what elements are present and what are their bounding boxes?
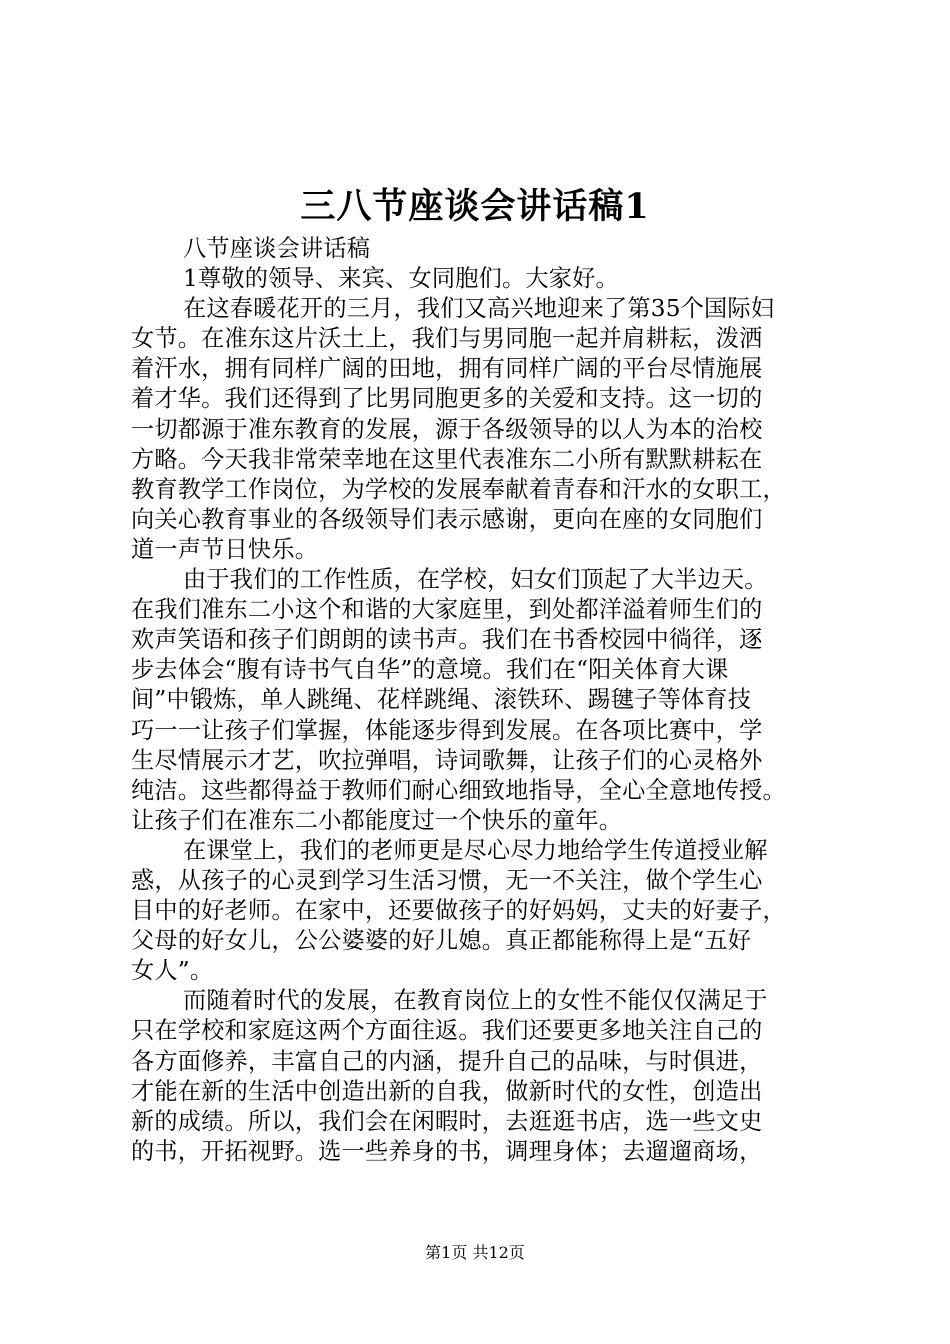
paragraph-line: 巧一一让孩子们掌握，体能逐步得到发展。在各项比赛中，学: [131, 716, 763, 744]
paragraph-line: 纯洁。这些都得益于教师们耐心细致地指导，全心全意地传授。: [131, 776, 786, 804]
paragraph-line: 生尽情展示才艺，吹拉弹唱，诗词歌舞，让孩子们的心灵格外: [131, 746, 763, 774]
paragraph: [131, 234, 849, 264]
paragraph: [131, 986, 849, 1167]
paragraph-line: 1尊敬的领导、来宾、女同胞们。大家好。: [183, 265, 619, 293]
paragraph-line: 目中的好老师。在家中，还要做孩子的好妈妈，丈夫的好妻子，: [131, 897, 786, 925]
paragraph-line: 着汗水，拥有同样广阔的田地，拥有同样广阔的平台尽情施展: [131, 355, 763, 383]
paragraph-line: 方略。今天我非常荣幸地在这里代表准东二小所有默默耕耘在: [131, 445, 763, 473]
paragraph: [131, 264, 849, 294]
paragraph: [131, 836, 849, 986]
document-body: [131, 234, 849, 1167]
paragraph-line: 只在学校和家庭这两个方面往返。我们还要更多地关注自己的: [131, 1017, 763, 1045]
paragraph-line: 教育教学工作岗位，为学校的发展奉献着青春和汗水的女职工，: [131, 475, 786, 503]
paragraph-line: 女节。在准东这片沃土上，我们与男同胞一起并肩耕耘，泼洒: [131, 325, 763, 353]
document-title: 三八节座谈会讲话稿1: [300, 186, 650, 227]
paragraph-line: 让孩子们在准东二小都能度过一个快乐的童年。: [131, 806, 623, 834]
paragraph-line: 而随着时代的发展，在教育岗位上的女性不能仅仅满足于: [183, 987, 768, 1015]
paragraph-line: 各方面修养，丰富自己的内涵，提升自己的品味，与时俱进，: [131, 1047, 763, 1075]
paragraph-line: 间”中锻炼，单人跳绳、花样跳绳、滚铁环、踢毽子等体育技: [131, 686, 752, 714]
paragraph-line: 新的成绩。所以，我们会在闲暇时，去逛逛书店，选一些文史: [131, 1107, 763, 1135]
paragraph-line: 步去体会“腹有诗书气自华”的意境。我们在“阳关体育大课: [131, 656, 729, 684]
paragraph-line: 在我们准东二小这个和谐的大家庭里，到处都洋溢着师生们的: [131, 596, 763, 624]
paragraph-line: 在这春暖花开的三月，我们又高兴地迎来了第35个国际妇: [183, 295, 775, 323]
paragraph-line: 的书，开拓视野。选一些养身的书，调理身体；去遛遛商场，: [131, 1137, 763, 1165]
paragraph-line: 惑，从孩子的心灵到学习生活习惯，无一不关注，做个学生心: [131, 866, 763, 894]
paragraph-line: 在课堂上，我们的老师更是尽心尽力地给学生传道授业解: [183, 836, 768, 864]
paragraph-line: 由于我们的工作性质，在学校，妇女们顶起了大半边天。: [183, 566, 768, 594]
paragraph-line: 向关心教育事业的各级领导们表示感谢，更向在座的女同胞们: [131, 505, 763, 533]
paragraph: [131, 565, 849, 836]
paragraph-line: 父母的好女儿，公公婆婆的好儿媳。真正都能称得上是“五好: [131, 927, 752, 955]
paragraph-line: 才能在新的生活中创造出新的自我，做新时代的女性，创造出: [131, 1077, 763, 1105]
paragraph-line: 着才华。我们还得到了比男同胞更多的关爱和支持。这一切的: [131, 385, 763, 413]
paragraph-line: 欢声笑语和孩子们朗朗的读书声。我们在书香校园中徜徉，逐: [131, 626, 763, 654]
paragraph-line: 道一声节日快乐。: [131, 535, 319, 563]
paragraph-line: 八节座谈会讲话稿: [183, 235, 371, 262]
paragraph: [131, 294, 849, 565]
paragraph-line: 女人”。: [131, 957, 214, 985]
paragraph-line: 一切都源于准东教育的发展，源于各级领导的以人为本的治校: [131, 415, 763, 443]
page-footer: 第1页 共12页: [425, 1243, 525, 1262]
